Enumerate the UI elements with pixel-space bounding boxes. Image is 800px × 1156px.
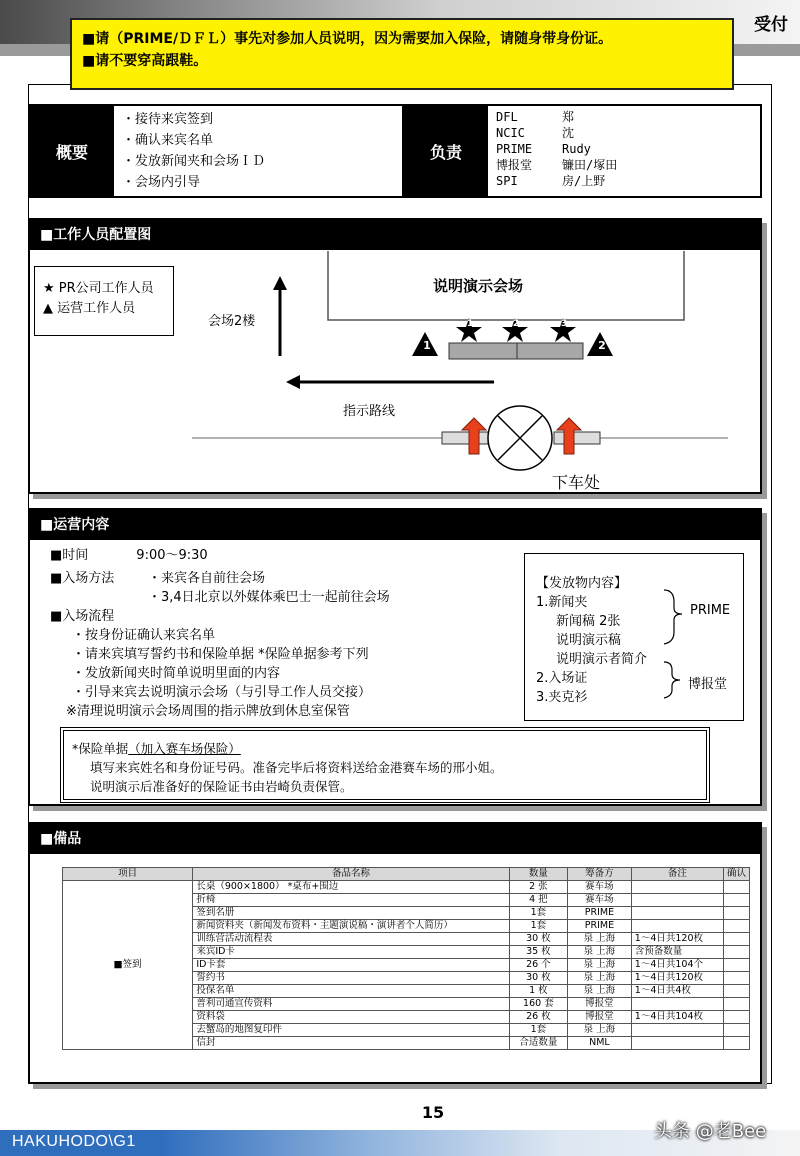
table-row: 来宾ID卡 35 枚 泉 上海 含预备数量 — [63, 946, 750, 959]
entry-flow-item: ・发放新闻夹时简单说明里面的内容 — [72, 666, 281, 681]
equipment-table — [62, 867, 750, 1050]
responsible-row: PRIME Rudy — [496, 142, 591, 156]
table-row: 誓约书 30 枚 泉 上海 1～4日共120枚 — [63, 972, 750, 985]
reception-desk — [517, 343, 583, 359]
triangle-number: 2 — [598, 339, 606, 352]
responsible-row: NCIC 沈 — [496, 126, 575, 140]
entry-flow-item: ・引导来宾去说明演示会场（与引导工作人员交接） — [72, 685, 372, 700]
equipment-title: ■備品 — [30, 824, 760, 854]
staff-map-title: ■工作人员配置图 — [30, 220, 760, 250]
table-row: 投保名单 1 枚 泉 上海 1～4日共4枚 — [63, 985, 750, 998]
summary-item: ・会场内引导 — [122, 175, 201, 190]
page-number: 15 — [421, 1103, 445, 1122]
distribution-list — [536, 574, 647, 707]
summary-item: ・确认来宾名单 — [122, 133, 214, 148]
insurance-text — [72, 739, 503, 796]
table-header-row — [63, 868, 750, 881]
brace-prime — [664, 590, 682, 644]
route-label: 指示路线 — [343, 404, 396, 419]
responsible-row: SPI 房/上野 — [496, 174, 606, 188]
col-note: 备注 — [631, 868, 723, 881]
table-row: 训练营活动流程表 30 枚 泉 上海 1～4日共120枚 — [63, 933, 750, 946]
time-value: 9:00～9:30 — [136, 548, 208, 563]
table-row: 去蟹岛的地图复印件 1套 泉 上海 — [63, 1024, 750, 1037]
table-row: ID卡套 26 个 泉 上海 1～4日共104个 — [63, 959, 750, 972]
entry-flow-label: ■入场流程 — [50, 609, 115, 624]
distribution-item: 2.入场证 — [536, 671, 588, 686]
insurance-line: 填写来宾姓名和身份证号码。准备完毕后将资料送给金港赛车场的邢小姐。 — [90, 760, 503, 775]
responsible-row: DFL 郑 — [496, 110, 575, 124]
floor-label: 会场2楼 — [208, 314, 256, 329]
left-arrow-icon — [286, 375, 300, 389]
distribution-braces — [660, 588, 690, 700]
table-row: 新闻资料夹（新闻发布资料・主题演说稿・演讲者个人简历） 1套 PRIME — [63, 920, 750, 933]
table-row: 资料袋 26 枚 博报堂 1～4日共104枚 — [63, 1011, 750, 1024]
insurance-title: *保险单据 — [72, 741, 129, 756]
summary-label: 概要 — [30, 106, 114, 196]
col-confirm: 确认 — [723, 868, 749, 881]
entry-flow-item: ・按身份证确认来宾名单 — [72, 628, 216, 643]
col-item: 项目 — [63, 868, 193, 881]
table-row: ■签到 长桌（900×1800） *桌布+围边 2 张 赛车场 — [63, 881, 750, 894]
insurance-title-underline: （加入赛车场保险） — [128, 741, 241, 756]
col-name: 备品名称 — [193, 868, 509, 881]
distribution-item: 新闻稿 2张 — [556, 614, 621, 629]
time-label: ■时间 — [50, 548, 89, 563]
star-number: 2 — [512, 319, 520, 329]
reception-label: 受付 — [754, 15, 788, 35]
brand-footer: HAKUHODO\G1 — [12, 1133, 136, 1150]
entry-method-item: ・3,4日北京以外媒体乘巴士一起前往会场 — [148, 590, 390, 605]
dropoff-label: 下车处 — [552, 473, 601, 492]
hakuhodo-label: 博报堂 — [688, 677, 728, 692]
notice-line-2: ■请不要穿高跟鞋。 — [82, 53, 208, 69]
brace-hakuhodo — [664, 662, 680, 698]
entry-flow-item: ・请来宾填写誓约书和保险单据 *保险单据参考下列 — [72, 647, 369, 662]
venue-label: 说明演示会场 — [433, 277, 524, 295]
responsible-list — [488, 106, 760, 196]
operations-body — [50, 546, 390, 721]
notice-line-1: ■请（PRIME/ＤＦＬ）事先对参加人员说明，因为需要加入保险，请随身带身份证。 — [82, 31, 613, 47]
reception-desk — [449, 343, 517, 359]
table-row: 普利司通宣传资料 160 套 博报堂 — [63, 998, 750, 1011]
insurance-line: 说明演示后准备好的保险证书由岩崎负责保管。 — [90, 779, 353, 794]
table-row: 信封 合适数量 NML — [63, 1037, 750, 1050]
responsible-row: 博报堂 镰田/塚田 — [496, 158, 618, 172]
distribution-item: 说明演示稿 — [556, 633, 622, 648]
responsible-label: 负责 — [404, 106, 488, 196]
table-row: 签到名册 1套 PRIME — [63, 907, 750, 920]
legend-operation-staff: ▲ 运营工作人员 — [43, 301, 136, 316]
distribution-item: 1.新闻夹 — [536, 595, 588, 610]
summary-item: ・接待来宾签到 — [122, 112, 214, 127]
star-number: 1 — [466, 319, 474, 329]
gate-bar — [442, 432, 488, 444]
prime-label: PRIME — [690, 603, 731, 618]
star-number: 3 — [560, 319, 568, 329]
operations-title: ■运营内容 — [30, 510, 760, 540]
summary-list — [114, 106, 404, 196]
gate-bar — [554, 432, 600, 444]
col-qty: 数量 — [509, 868, 567, 881]
staff-map-diagram — [28, 248, 762, 492]
entry-method-item: ・来宾各自前往会场 — [148, 571, 266, 586]
category-cell: ■签到 — [63, 881, 193, 1050]
up-arrow-icon — [273, 276, 287, 290]
summary-item: ・发放新闻夹和会场ＩＤ — [122, 154, 266, 169]
entry-method-label: ■入场方法 — [50, 571, 115, 586]
distribution-item: 3.夹克衫 — [536, 690, 588, 705]
distribution-title: 【发放物内容】 — [536, 576, 628, 591]
entry-note: ※清理说明演示会场周围的指示牌放到休息室保管 — [66, 704, 350, 719]
distribution-item: 说明演示者简介 — [556, 652, 648, 667]
table-row: 折椅 4 把 赛车场 — [63, 894, 750, 907]
col-by: 筹备方 — [568, 868, 632, 881]
summary-table — [28, 104, 762, 198]
watermark: 头条 @老Bee — [654, 1121, 767, 1142]
triangle-number: 1 — [423, 339, 431, 352]
notice-box — [70, 18, 734, 90]
legend-pr-staff: ★ PR公司工作人员 — [43, 281, 154, 296]
